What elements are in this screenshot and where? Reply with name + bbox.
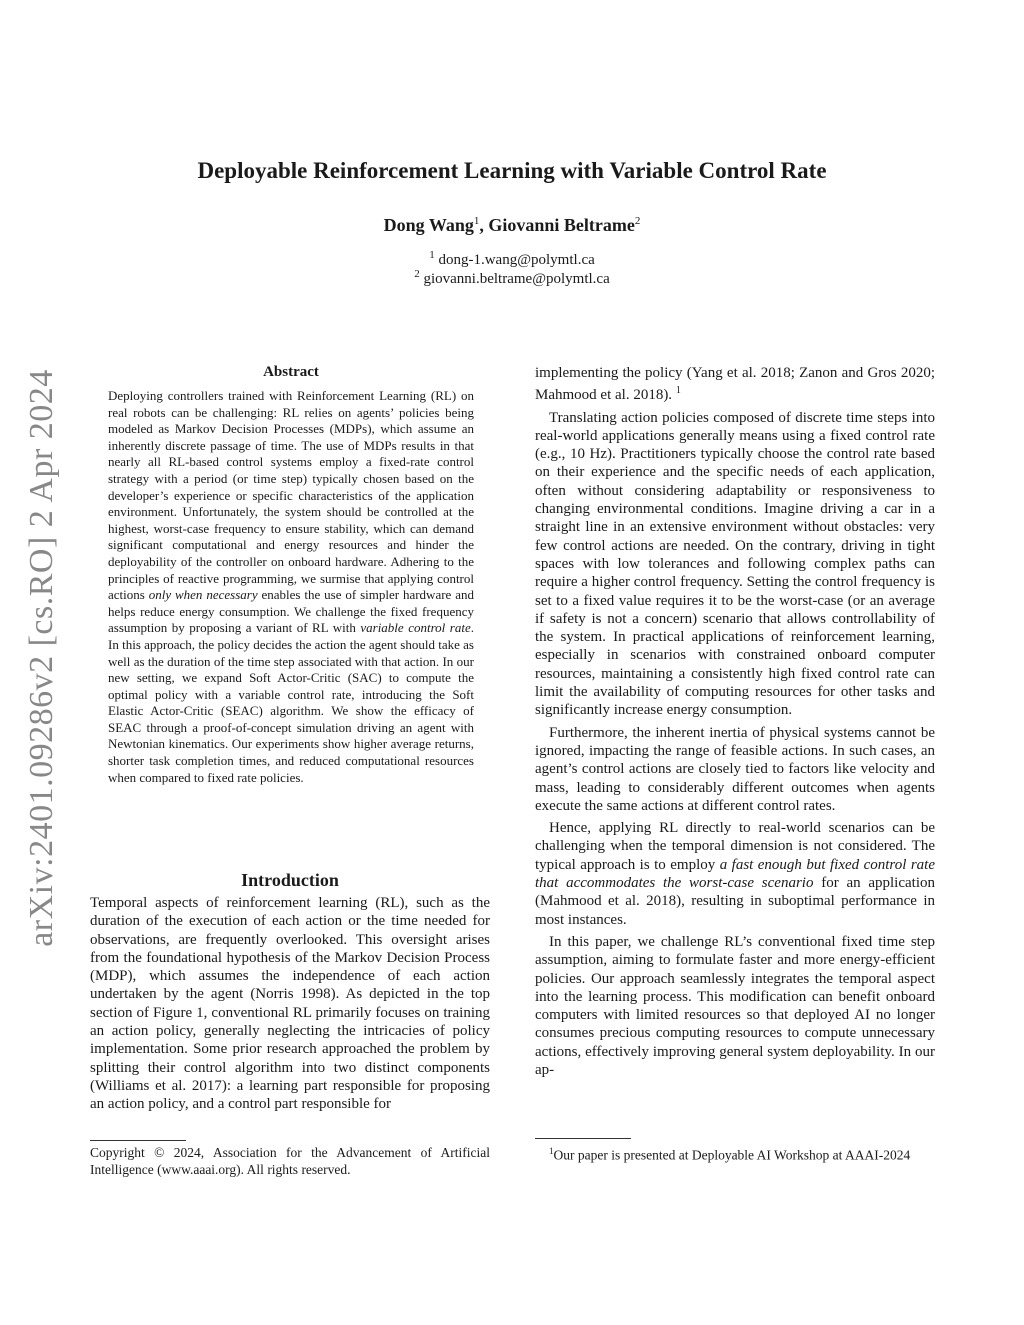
author-email	[0, 268, 1024, 288]
introduction-body	[90, 894, 490, 1114]
email-mark: 2	[414, 268, 420, 280]
abstract-text-part: . In this approach, the policy decides the action the agent should take as well as the duration of the time step associated with that action. In our new setting, we expand Soft Actor-Critic (SAC) to compute the optimal policy with a variable control rate, introducing the Soft Elastic Actor-Critic (SEAC) algorithm. We show the efficacy of SEAC through a proof-of-concept simulation driving an agent with Newtonian kinematics. Our experiments show higher average returns, shorter task completion times, and reduced computational resources when compared to fixed rate policies.	[108, 620, 474, 785]
abstract-body	[108, 388, 474, 786]
arxiv-identifier-text: arXiv:2401.09286v2 [cs.RO] 2 Apr 2024	[23, 369, 60, 947]
footnote-mark: 1	[549, 1146, 554, 1156]
email-address: dong-1.wang@polymtl.ca	[438, 252, 595, 268]
author-affiliation-mark: 1	[473, 215, 480, 227]
email-address: giovanni.beltrame@polymtl.ca	[423, 271, 610, 287]
body-paragraph	[535, 819, 935, 929]
introduction-paragraph: Temporal aspects of reinforcement learning (RL), such as the duration of the execution of each action or the time needed for observations, are frequently overlooked. This oversight arises from the foundational hypothesis of the Markov Decision Process (MDP), which assumes the independence of each action undertaken by the agent (Norris 1998). As depicted in the top section of Figure 1, conventional RL primarily focuses on training an action policy, generally neglecting the intricacies of policy implementation. Some prior research approached the problem by splitting their control algorithm into two distinct components (Williams et al. 2017): a learning part responsible for proposing an action policy, and a control part responsible for	[90, 895, 490, 1113]
abstract-heading: Abstract	[263, 364, 319, 380]
footnote-rule	[90, 1140, 186, 1141]
author-name: Dong Wang	[383, 215, 474, 235]
abstract-text	[108, 388, 474, 786]
arxiv-identifier	[20, 358, 64, 958]
introduction-heading: Introduction	[241, 870, 339, 890]
abstract-text-part: Deploying controllers trained with Reinforcement Learning (RL) on real robots can be challenging: RL relies on agents’ policies being modeled as Markov Decision Processes (MDPs), which assume an inherently discrete passage of time. The use of MDPs results in that nearly all RL-based control systems employ a fixed-rate control strategy with a period (or time step) typically chosen based on the developer’s experience or specific characteristics of the application environment. Unfortunately, the system should be controlled at the highest, worst-case frequency to ensure stability, which can demand significant computational and energy resources and hinder the deployability of the controller on onboard hardware. Adhering to the principles of reactive programming, we surmise that applying control actions	[108, 388, 474, 603]
paper-title: Deployable Reinforcement Learning with Variable Control Rate	[197, 158, 827, 183]
body-text: Hence, applying RL directly to real-world scenarios can be challenging when the temporal dimension is not considered. The typical approach is to employ	[535, 820, 935, 873]
body-text: for an application (Mahmood et al. 2018), resulting in suboptimal performance in most instances.	[535, 875, 935, 928]
body-paragraph: Translating action policies composed of discrete time steps into real-world applications generally means using a fixed control rate (e.g., 10 Hz). Practitioners typically choose the control rate based on their experience and the specific needs of each application, often without considering adaptability or responsiveness to changing environmental conditions. Imagine driving a car in a straight line in an extensive environment without obstacles: very few control actions are needed. On the contrary, driving in tight spaces with low tolerances and following complex paths can require a higher control frequency. Setting the control frequency is set to a fixed value requires it to be the worst-case (or an average if safety is not a concern) scenario that allows controllability of the system. In practical applications of reinforcement learning, especially in scenarios with constrained onboard computer resources, maintaining a consistently high fixed control rate can limit the availability of computing resources for other tasks and significantly increase energy consumption.	[535, 409, 935, 719]
footnote	[535, 1143, 935, 1164]
author-separator: ,	[479, 215, 489, 235]
email-mark: 1	[429, 249, 435, 261]
abstract-emphasis: variable control rate	[360, 620, 471, 636]
abstract-text-part: enables the use of simpler hardware and helps reduce energy consumption. We challenge the fixed frequency assumption by proposing a variant of RL with	[108, 587, 474, 636]
footnote-text: Our paper is presented at Deployable AI Workshop at AAAI-2024	[553, 1147, 911, 1163]
copyright-notice: Copyright © 2024, Association for the Advancement of Artificial Intelligence (www.aaai.org). All rights reserved.	[90, 1145, 490, 1177]
body-paragraph: In this paper, we challenge RL’s conventional fixed time step assumption, aiming to formulate faster and more energy-efficient policies. Our approach seamlessly integrates the temporal aspect into the learning process. This modification can benefit onboard computers with limited resources so that deployed AI no longer consumes precious computing resources to compute unnecessary actions, effectively improving general system deployability. In our ap-	[535, 933, 935, 1078]
footnote-rule	[535, 1138, 631, 1139]
author-name: Giovanni Beltrame	[488, 215, 635, 235]
author-list	[0, 215, 1024, 236]
abstract-emphasis: only when necessary	[148, 587, 258, 603]
body-paragraph	[535, 364, 935, 405]
author-email	[0, 249, 1024, 269]
author-affiliation-mark: 2	[634, 215, 641, 227]
body-emphasis: a fast enough but fixed control rate that accommodates the worst-case scenario	[535, 856, 935, 892]
right-column-body	[535, 364, 935, 1079]
footnote-reference: 1	[675, 385, 681, 397]
body-paragraph: Furthermore, the inherent inertia of physical systems cannot be ignored, impacting the range of feasible actions. In such cases, an agent’s control actions are closely tied to factors like velocity and mass, leading to considerably different outcomes when agents execute the same actions at different control rates.	[535, 724, 935, 814]
body-text: implementing the policy (Yang et al. 2018; Zanon and Gros 2020; Mahmood et al. 2018).	[535, 365, 935, 404]
